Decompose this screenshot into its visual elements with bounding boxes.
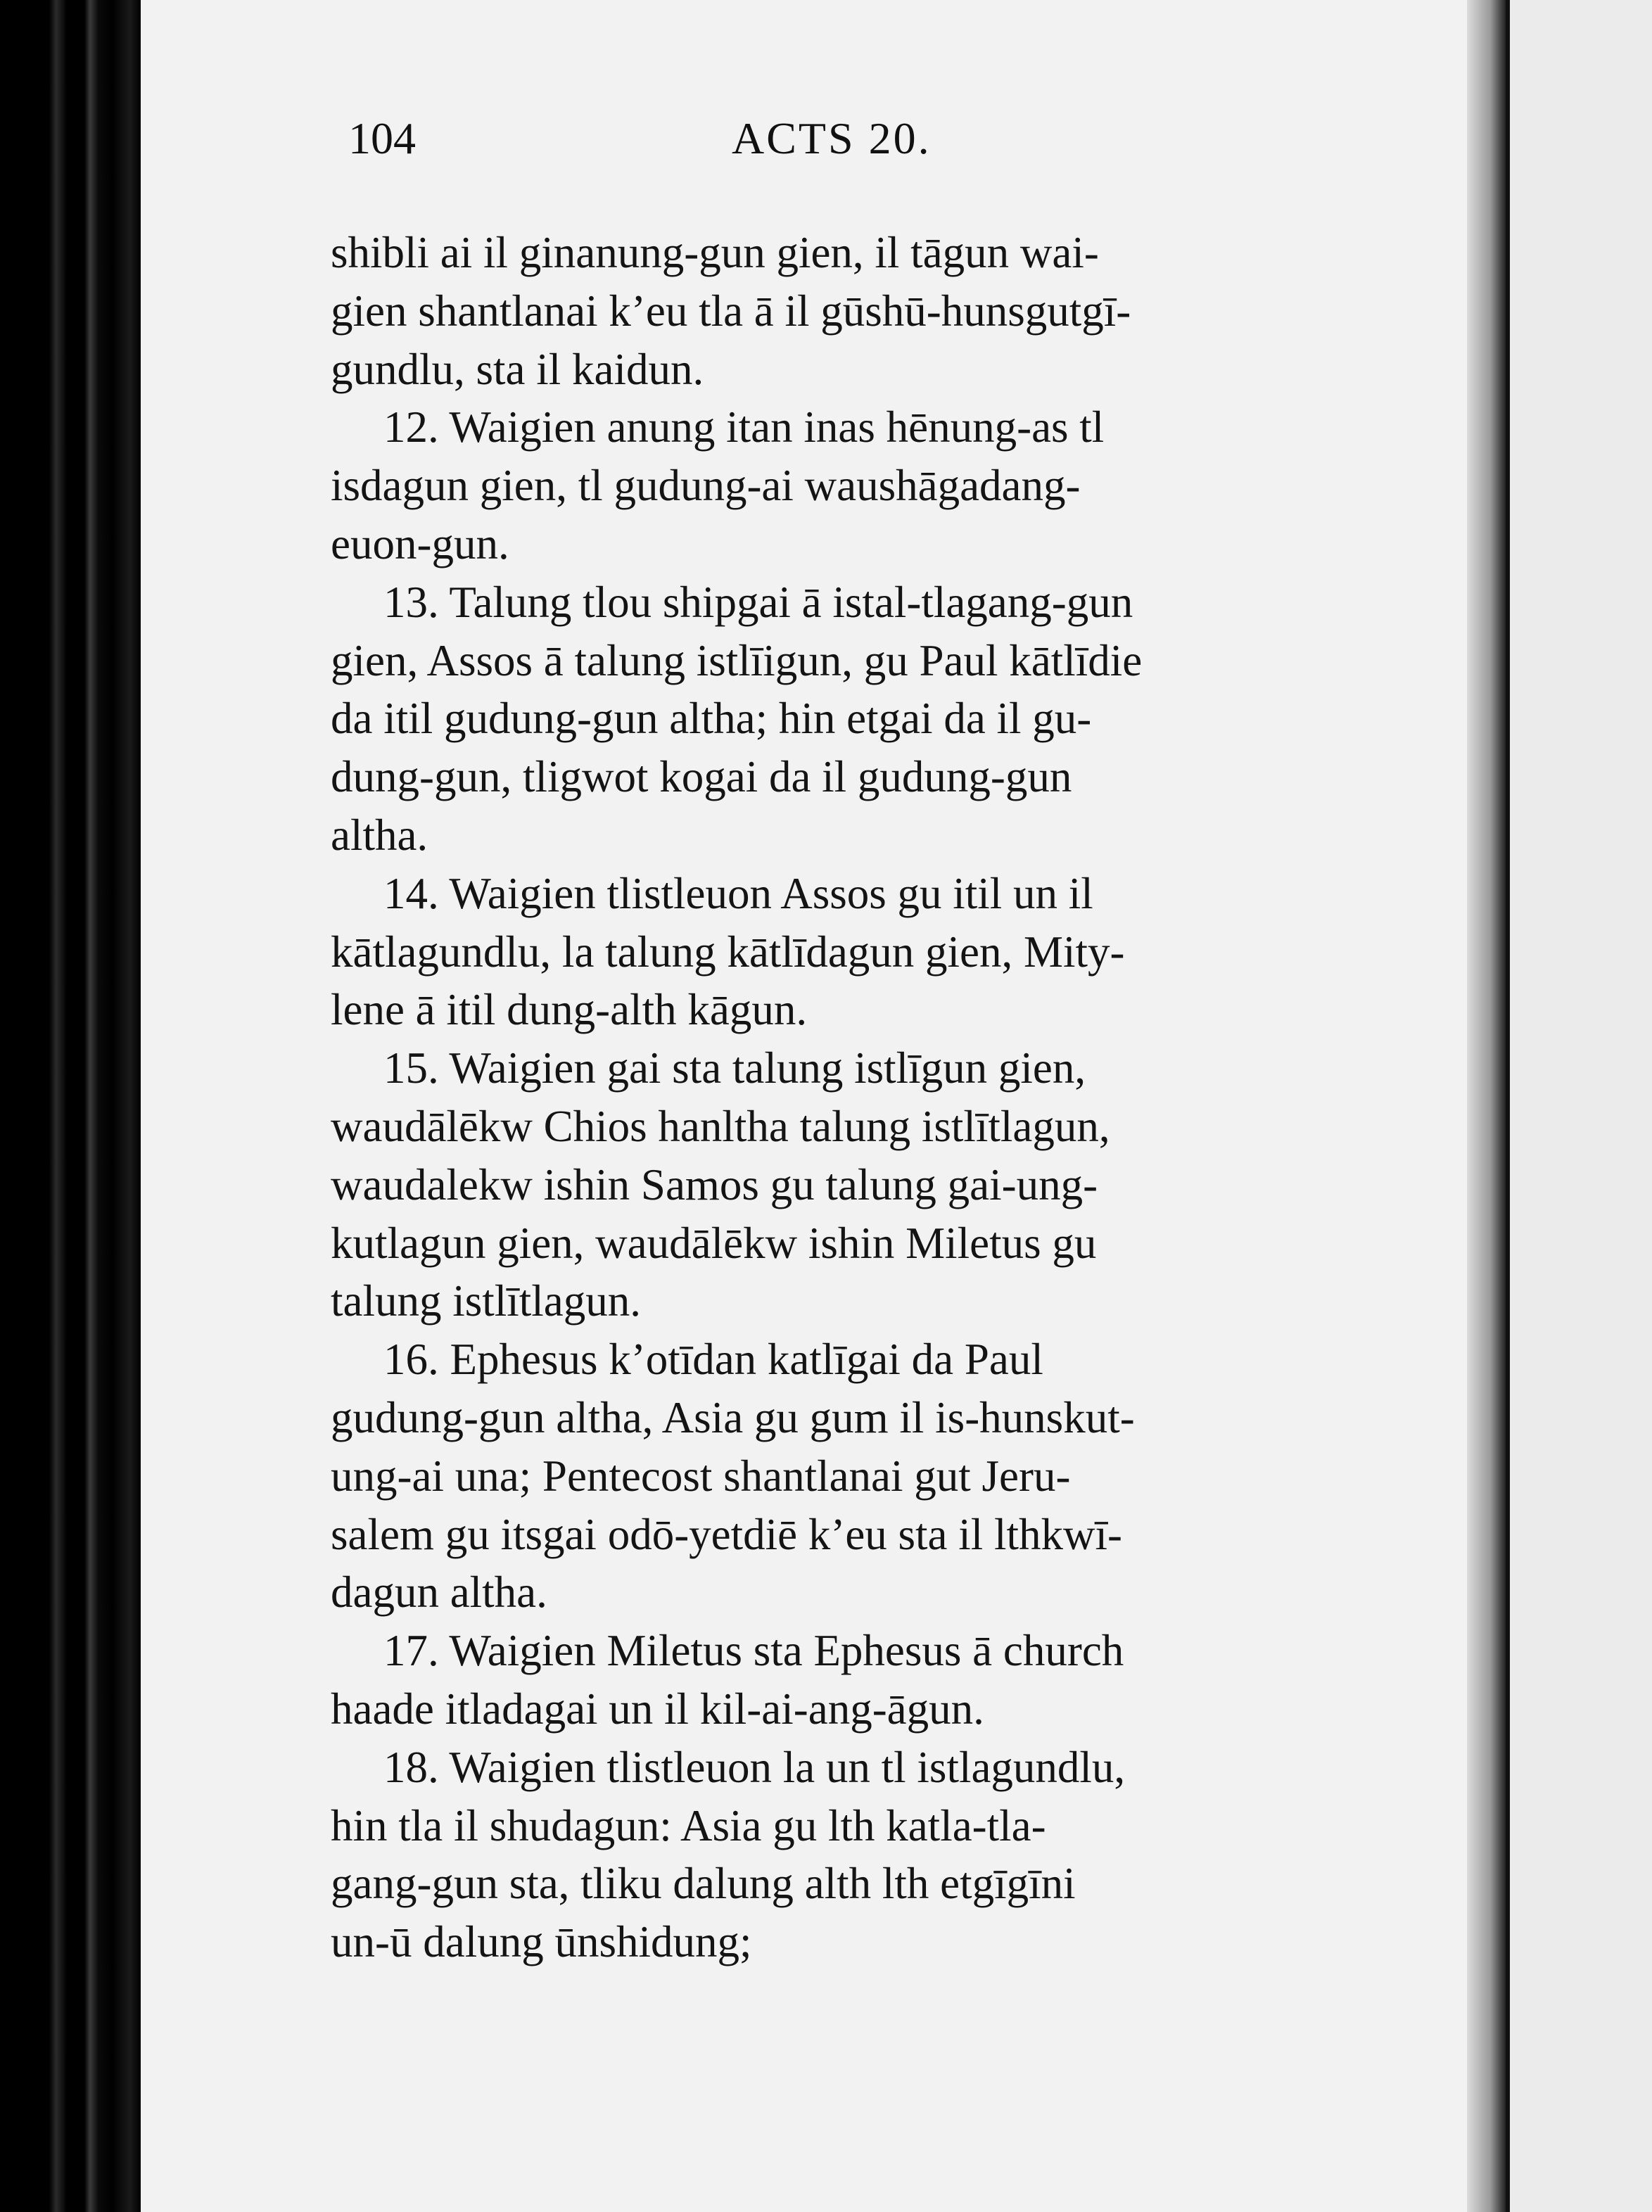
paragraph-verse-18: [331, 1739, 1344, 1971]
text-line: dagun altha.: [331, 1568, 547, 1617]
paragraph-verse-15: [331, 1039, 1344, 1330]
book-spine: [0, 0, 141, 2212]
adjacent-page-edge: [1506, 0, 1652, 2212]
text-line: 18. Waigien tlistleuon la un tl istlagundlu,: [383, 1742, 1126, 1792]
text-line: isdagun gien, tl gudung-ai waushāgadang-: [331, 461, 1081, 511]
paragraph-verse-16: [331, 1330, 1344, 1622]
paragraph-verse-11-continued: [331, 224, 1344, 398]
text-line: gien shantlanai k’eu tla ā il gūshū-hunsgutgī-: [331, 286, 1131, 336]
text-line: altha.: [331, 810, 428, 860]
body-text: [331, 224, 1344, 1971]
text-line: 16. Ephesus k’otīdan katlīgai da Paul: [383, 1335, 1043, 1385]
paragraph-verse-17: [331, 1622, 1344, 1739]
text-line: ung-ai una; Pentecost shantlanai gut Jeru-: [331, 1451, 1071, 1501]
text-line: 12. Waigien anung itan inas hēnung-as tl: [383, 402, 1105, 452]
text-line: gundlu, sta il kaidun.: [331, 344, 704, 394]
text-line: shibli ai il ginanung-gun gien, il tāgun wai-: [331, 228, 1099, 277]
text-line: un-ū dalung ūnshidung;: [331, 1917, 752, 1967]
text-line: 17. Waigien Miletus sta Ephesus ā church: [383, 1626, 1124, 1676]
text-line: da itil gudung-gun altha; hin etgai da il gu-: [331, 694, 1092, 744]
text-line: hin tla il shudagun: Asia gu lth katla-tla-: [331, 1800, 1046, 1850]
paragraph-verse-12: [331, 398, 1344, 573]
text-line: gang-gun sta, tliku dalung alth lth etgīgīni: [331, 1859, 1076, 1909]
text-line: euon-gun.: [331, 519, 509, 568]
text-line: 15. Waigien gai sta talung istlīgun gien,: [383, 1043, 1086, 1093]
page-edge-shadow: [1467, 0, 1506, 2212]
chapter-heading: ACTS 20.: [732, 113, 932, 163]
paragraph-verse-13: [331, 573, 1344, 865]
paragraph-verse-14: [331, 865, 1344, 1039]
running-head: [348, 106, 1358, 169]
page-number: 104: [348, 113, 416, 163]
text-line: kātlagundlu, la talung kātlīdagun gien, Mity-: [331, 927, 1125, 977]
text-line: 13. Talung tlou shipgai ā istal-tlagang-gun: [383, 577, 1133, 627]
text-line: talung istlītlagun.: [331, 1276, 641, 1326]
text-line: dung-gun, tligwot kogai da il gudung-gun: [331, 752, 1072, 802]
text-line: waudālēkw Chios hanltha talung istlītlagun,: [331, 1101, 1110, 1151]
text-line: waudalekw ishin Samos gu talung gai-ung-: [331, 1159, 1098, 1209]
text-line: kutlagun gien, waudālēkw ishin Miletus gu: [331, 1218, 1097, 1268]
text-line: haade itladagai un il kil-ai-ang-āgun.: [331, 1684, 984, 1734]
text-line: salem gu itsgai odō-yetdiē k’eu sta il lthkwī-: [331, 1509, 1123, 1559]
text-line: 14. Waigien tlistleuon Assos gu itil un il: [383, 868, 1093, 918]
text-line: gudung-gun altha, Asia gu gum il is-hunskut-: [331, 1392, 1135, 1442]
text-line: gien, Assos ā talung istlīigun, gu Paul kātlīdie: [331, 635, 1143, 685]
text-line: lene ā itil dung-alth kāgun.: [331, 985, 808, 1035]
